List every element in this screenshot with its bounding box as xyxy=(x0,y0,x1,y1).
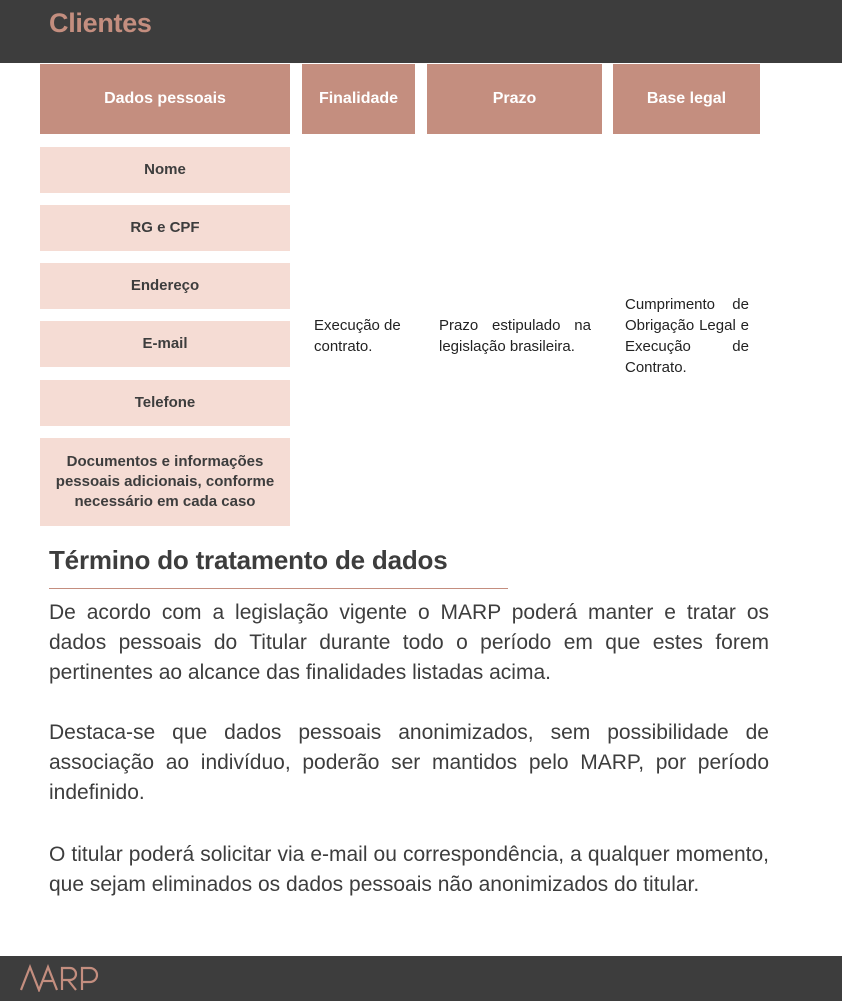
data-item-telefone: Telefone xyxy=(40,380,290,426)
data-item-endereco: Endereço xyxy=(40,263,290,309)
header-prazo: Prazo xyxy=(427,64,602,134)
prazo-text: Prazo estipulado na legislação brasileira. xyxy=(439,317,591,355)
data-item-documentos: Documentos e informações pessoais adicionais, conforme necessário em cada caso xyxy=(40,438,290,526)
section-title: Término do tratamento de dados xyxy=(49,545,448,575)
footer-bar xyxy=(0,956,842,1001)
base-legal-text: Cumprimento de Obrigação Legal e Execução de Contrato. xyxy=(625,296,749,376)
paragraph-1: De acordo com a legislação vigente o MARP poderá manter e tratar os dados pessoais do Titular durante todo o período em que estes forem pertinentes ao alcance das finalidades listadas acima. xyxy=(49,601,769,684)
paragraph-3: O titular poderá solicitar via e-mail ou correspondência, a qualquer momento, que sejam eliminados os dados pessoais não anonimizados do titular. xyxy=(49,843,769,896)
header-base-legal: Base legal xyxy=(613,64,760,134)
page-title: Clientes xyxy=(49,8,152,38)
top-bar xyxy=(0,0,842,63)
data-item-rg-cpf: RG e CPF xyxy=(40,205,290,251)
header-finalidade: Finalidade xyxy=(302,64,415,134)
section-divider xyxy=(49,588,508,589)
paragraph-2: Destaca-se que dados pessoais anonimizados, sem possibilidade de associação ao indivíduo, poderão ser mantidos pelo MARP, por período indefinido. xyxy=(49,721,769,804)
marp-logo-icon xyxy=(20,964,100,992)
data-item-nome: Nome xyxy=(40,147,290,193)
header-dados-pessoais: Dados pessoais xyxy=(40,64,290,134)
data-item-email: E-mail xyxy=(40,321,290,367)
finalidade-text: Execução de contrato. xyxy=(314,317,401,355)
